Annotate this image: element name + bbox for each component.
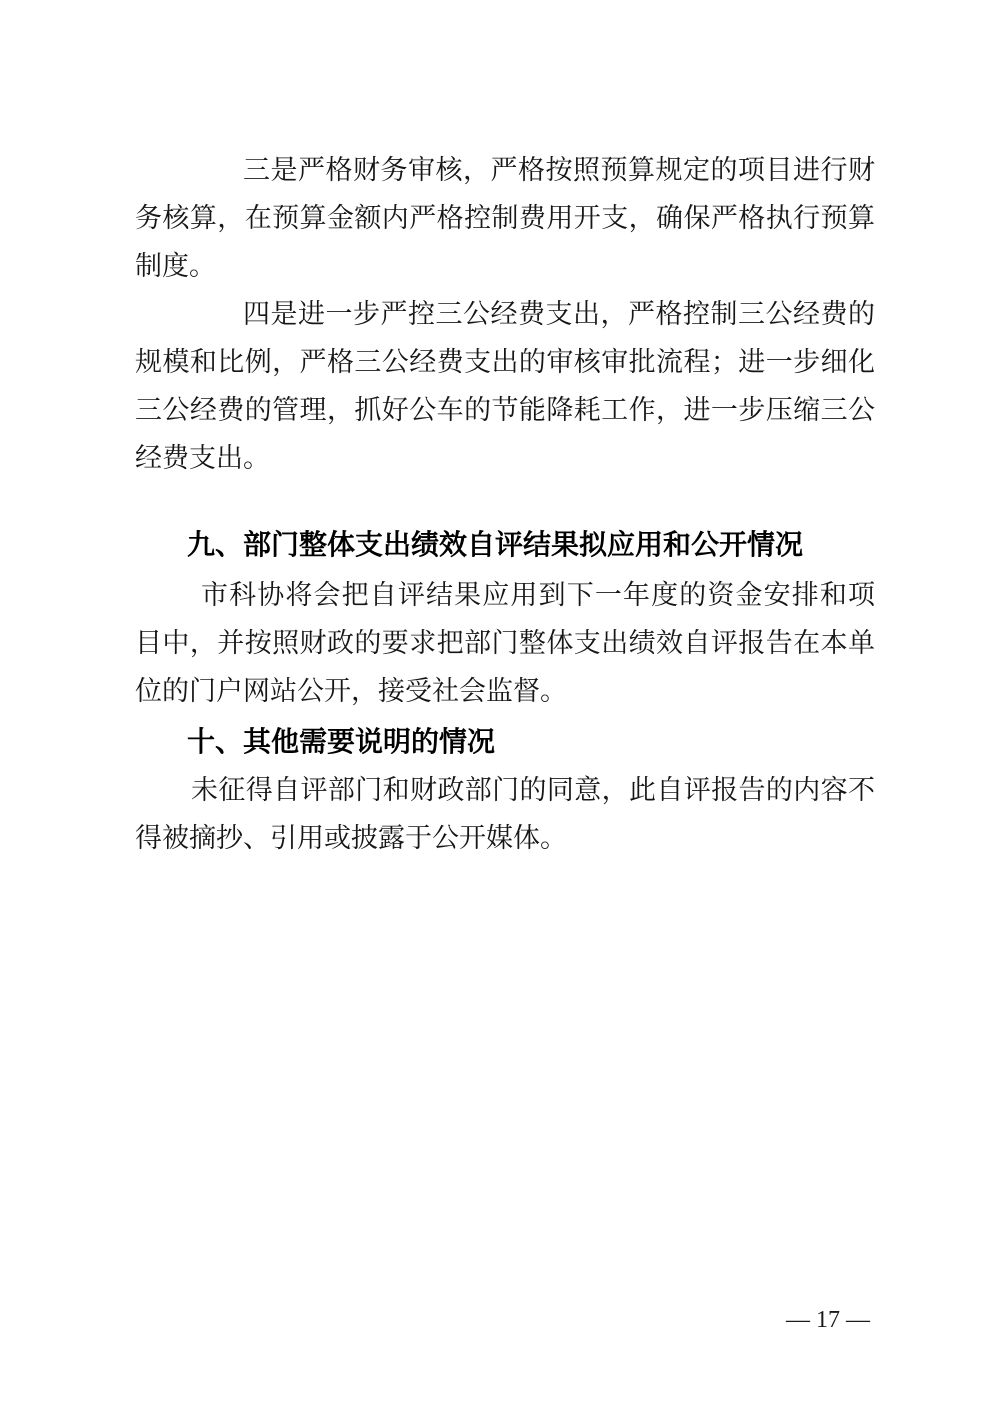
page-number: — 17 — <box>786 1307 870 1333</box>
paragraph-financial-audit: 三是严格财务审核，严格按照预算规定的项目进行财务核算，在预算金额内严格控制费用开支，确保严格执行预算制度。 <box>135 155 875 281</box>
paragraph-three-public-funds: 四是进一步严控三公经费支出，严格控制三公经费的规模和比例，严格三公经费支出的审核审批流程；进一步细化三公经费的管理，抓好公车的节能降耗工作，进一步压缩三公经费支出。 <box>135 299 875 473</box>
paragraph-result-application: 市科协将会把自评结果应用到下一年度的资金安排和项目中，并按照财政的要求把部门整体支出绩效自评报告在本单位的门户网站公开，接受社会监督。 <box>135 580 875 706</box>
section-heading-nine: 九、部门整体支出绩效自评结果拟应用和公开情况 <box>187 529 804 560</box>
paragraph-other-notes: 未征得自评部门和财政部门的同意，此自评报告的内容不得被摘抄、引用或披露于公开媒体。 <box>135 775 875 853</box>
section-heading-ten: 十、其他需要说明的情况 <box>187 726 496 757</box>
document-body <box>135 146 875 862</box>
